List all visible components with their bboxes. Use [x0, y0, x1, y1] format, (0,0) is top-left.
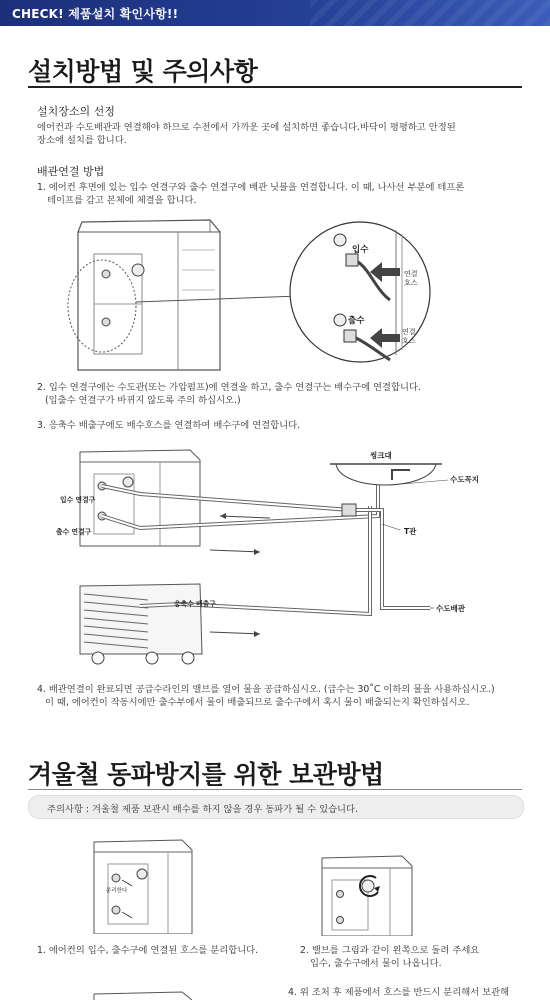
fig2-outlet-label: 출수 연결구 [56, 528, 92, 536]
step1-line-2: 테이프를 감고 본체에 체결을 합니다. [47, 195, 197, 206]
step4-line-2: 이 때, 에어컨이 작동시에만 출수부에서 물이 배출되므로 출수구에서 혹시 물이 배출되는지 확인하십시오. [45, 697, 470, 708]
fig1-hose2-line2: 호스 [402, 337, 416, 345]
winter-step2-line1: 2. 밸브를 그림과 같이 왼쪽으로 돌려 주세요 [300, 945, 480, 956]
pipe-heading: 배관연결 방법 [37, 165, 105, 178]
section2-title: 겨울철 동파방지를 위한 보관방법 [28, 760, 384, 789]
step4-line-1: 4. 배관연결이 완료되면 공급수라인의 밸브를 열어 물을 공급하십시오. (급수는 30˚C 이하의 물을 사용하십시오.) [37, 684, 495, 695]
top-banner [0, 0, 550, 26]
section2-rule [28, 789, 522, 790]
step1-text [37, 181, 507, 207]
step2-text [37, 381, 507, 407]
notice-bar [28, 795, 524, 819]
notice-text: 주의사항 : 겨울철 제품 보관시 배수를 하지 않을 경우 동파가 될 수 있습니다. [47, 804, 358, 815]
fig2-drain-label: 수도배관 [436, 604, 465, 613]
site-line-2: 장소에 설치를 합니다. [37, 135, 127, 146]
fig1-hose1-line2: 호스 [404, 279, 418, 287]
step2-line-2: (입출수 연결구가 바뀌지 않도록 주의 하십시오.) [45, 395, 241, 406]
fig1-inlet-label: 입수 [352, 245, 369, 255]
fig1-hose1-line1: 연결 [404, 270, 418, 278]
winter-step2 [300, 944, 479, 970]
fig2-tee-label: T관 [404, 527, 417, 536]
figure-drain-connection [40, 446, 520, 674]
figure-detach-hose [88, 834, 198, 934]
winter-step2-line2: 입수, 출수구에서 물이 나옵니다. [310, 958, 442, 969]
step4-text [37, 683, 507, 709]
fig2-inlet-label: 입수 연결구 [60, 496, 96, 504]
banner-text: CHECK! 제품설치 확인사항!! [12, 7, 179, 21]
winter-step1: 1. 에어컨의 입수, 출수구에 연결된 호스를 분리합니다. [37, 945, 259, 956]
fig2-condensate-label: 응축수 배출구 [174, 600, 216, 608]
figure-hose-connection [60, 210, 440, 372]
step3-text: 3. 응축수 배출구에도 배수호스를 연결하여 배수구에 연결합니다. [37, 420, 301, 431]
winter-step4: 4. 위 조처 후 제품에서 호스를 반드시 분리해서 보관해 [288, 987, 510, 998]
fig2-sink-label: 씽크대 [370, 451, 392, 460]
site-line-1: 에어컨과 수도배관과 연결해야 하므로 수전에서 가까운 곳에 설치하면 좋습니다.바닥이 평평하고 안정된 [37, 122, 456, 133]
figure-bottom-unit [88, 980, 198, 1000]
fig2-faucet-label: 수도꼭지 [450, 475, 479, 484]
section1-rule [28, 86, 522, 88]
fig-a-detach-label: 분리한다 [106, 888, 128, 894]
figure-valve-turn [318, 850, 414, 936]
step2-line-1: 2. 입수 연결구에는 수도관(또는 가압펌프)에 연결을 하고, 출수 연결구는 배수구에 연결합니다. [37, 382, 421, 393]
section1-title: 설치방법 및 주의사항 [28, 57, 258, 86]
site-text [37, 121, 507, 147]
fig1-outlet-label: 출수 [348, 316, 365, 326]
site-heading: 설치장소의 선정 [37, 105, 115, 118]
fig1-hose2-line1: 연결 [402, 328, 416, 336]
banner-decoration [310, 0, 550, 26]
step1-line-1: 1. 에어컨 후면에 있는 입수 연결구와 출수 연결구에 배관 닛블을 연결합니다. 이 때, 나사선 부분에 테프론 [37, 182, 465, 193]
